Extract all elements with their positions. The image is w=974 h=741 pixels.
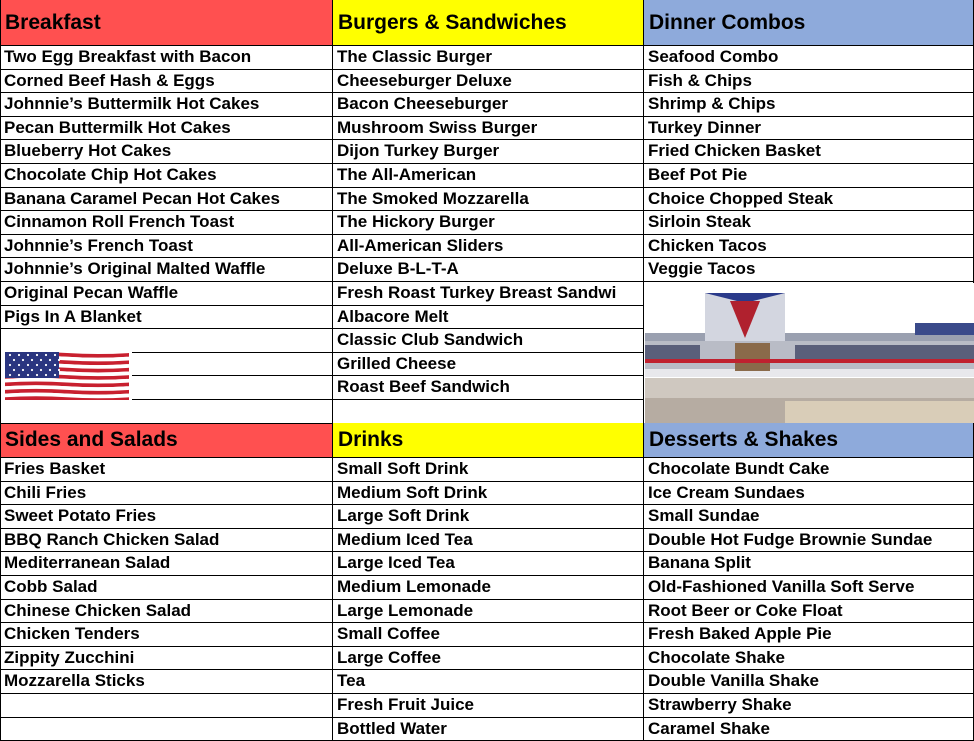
burgers-item: Dijon Turkey Burger (333, 140, 643, 164)
drinks-item: Medium Soft Drink (333, 482, 643, 506)
drinks-item: Large Lemonade (333, 600, 643, 624)
sides-header: Sides and Salads (0, 423, 332, 458)
sides-item: Chinese Chicken Salad (0, 600, 332, 624)
sides-item (0, 718, 332, 741)
dinner-item: Fried Chicken Basket (644, 140, 974, 164)
desserts-item: Chocolate Bundt Cake (644, 458, 974, 482)
breakfast-item: Johnnie’s Original Malted Waffle (0, 258, 332, 282)
breakfast-item: Pecan Buttermilk Hot Cakes (0, 117, 332, 141)
drinks-header: Drinks (333, 423, 643, 458)
breakfast-item: Original Pecan Waffle (0, 282, 332, 306)
drinks-item: Tea (333, 670, 643, 694)
drinks-item: Small Coffee (333, 623, 643, 647)
desserts-item: Caramel Shake (644, 718, 974, 741)
breakfast-item: Banana Caramel Pecan Hot Cakes (0, 188, 332, 212)
burgers-item: Cheeseburger Deluxe (333, 70, 643, 94)
burgers-item: The Smoked Mozzarella (333, 188, 643, 212)
sides-item: Mediterranean Salad (0, 552, 332, 576)
burgers-item: Deluxe B-L-T-A (333, 258, 643, 282)
dinner-item: Beef Pot Pie (644, 164, 974, 188)
burgers-header: Burgers & Sandwiches (333, 0, 643, 46)
dinner-item: Seafood Combo (644, 46, 974, 70)
desserts-item: Banana Split (644, 552, 974, 576)
drinks-item: Medium Lemonade (333, 576, 643, 600)
burgers-item: Albacore Melt (333, 306, 643, 330)
drinks-item: Large Coffee (333, 647, 643, 671)
desserts-header: Desserts & Shakes (644, 423, 974, 458)
burgers-item (333, 400, 643, 424)
sides-item: Chili Fries (0, 482, 332, 506)
sides-item: Zippity Zucchini (0, 647, 332, 671)
burgers-item: The All-American (333, 164, 643, 188)
sides-item: Chicken Tenders (0, 623, 332, 647)
sides-item: BBQ Ranch Chicken Salad (0, 529, 332, 553)
drinks-item: Bottled Water (333, 718, 643, 741)
column-divider (643, 0, 644, 741)
diner-building-photo (645, 283, 974, 428)
breakfast-item: Corned Beef Hash & Eggs (0, 70, 332, 94)
drinks-item: Fresh Fruit Juice (333, 694, 643, 718)
sides-item: Sweet Potato Fries (0, 505, 332, 529)
dinner-item: Sirloin Steak (644, 211, 974, 235)
dinner-item: Shrimp & Chips (644, 93, 974, 117)
desserts-item: Chocolate Shake (644, 647, 974, 671)
breakfast-item: Pigs In A Blanket (0, 306, 332, 330)
desserts-item: Fresh Baked Apple Pie (644, 623, 974, 647)
sides-item: Fries Basket (0, 458, 332, 482)
desserts-item: Old-Fashioned Vanilla Soft Serve (644, 576, 974, 600)
dinner-item: Veggie Tacos (644, 258, 974, 282)
burgers-item: Roast Beef Sandwich (333, 376, 643, 400)
drinks-item: Medium Iced Tea (333, 529, 643, 553)
breakfast-header: Breakfast (0, 0, 332, 46)
breakfast-item: Two Egg Breakfast with Bacon (0, 46, 332, 70)
breakfast-item: Cinnamon Roll French Toast (0, 211, 332, 235)
drinks-item: Large Iced Tea (333, 552, 643, 576)
burgers-item: Fresh Roast Turkey Breast Sandwi (333, 282, 643, 306)
burgers-item: Bacon Cheeseburger (333, 93, 643, 117)
burgers-item: All-American Sliders (333, 235, 643, 259)
breakfast-item: Johnnie’s Buttermilk Hot Cakes (0, 93, 332, 117)
sides-item: Mozzarella Sticks (0, 670, 332, 694)
sides-item (0, 694, 332, 718)
grid-line (0, 423, 332, 424)
dinner-item: Chicken Tacos (644, 235, 974, 259)
column-divider (332, 0, 333, 741)
breakfast-item: Blueberry Hot Cakes (0, 140, 332, 164)
desserts-item: Small Sundae (644, 505, 974, 529)
burgers-item: Grilled Cheese (333, 353, 643, 377)
breakfast-item: Chocolate Chip Hot Cakes (0, 164, 332, 188)
desserts-item: Strawberry Shake (644, 694, 974, 718)
burgers-item: The Hickory Burger (333, 211, 643, 235)
sides-item: Cobb Salad (0, 576, 332, 600)
burgers-item: The Classic Burger (333, 46, 643, 70)
us-flag-icon (5, 352, 129, 405)
dinner-header: Dinner Combos (644, 0, 974, 46)
burgers-item: Classic Club Sandwich (333, 329, 643, 353)
drinks-item: Large Soft Drink (333, 505, 643, 529)
desserts-item: Double Vanilla Shake (644, 670, 974, 694)
column-divider (0, 0, 1, 741)
dinner-item: Choice Chopped Steak (644, 188, 974, 212)
desserts-item: Double Hot Fudge Brownie Sundae (644, 529, 974, 553)
drinks-item: Small Soft Drink (333, 458, 643, 482)
desserts-item: Root Beer or Coke Float (644, 600, 974, 624)
breakfast-item: Johnnie’s French Toast (0, 235, 332, 259)
desserts-item: Ice Cream Sundaes (644, 482, 974, 506)
dinner-item: Fish & Chips (644, 70, 974, 94)
burgers-item: Mushroom Swiss Burger (333, 117, 643, 141)
dinner-item: Turkey Dinner (644, 117, 974, 141)
